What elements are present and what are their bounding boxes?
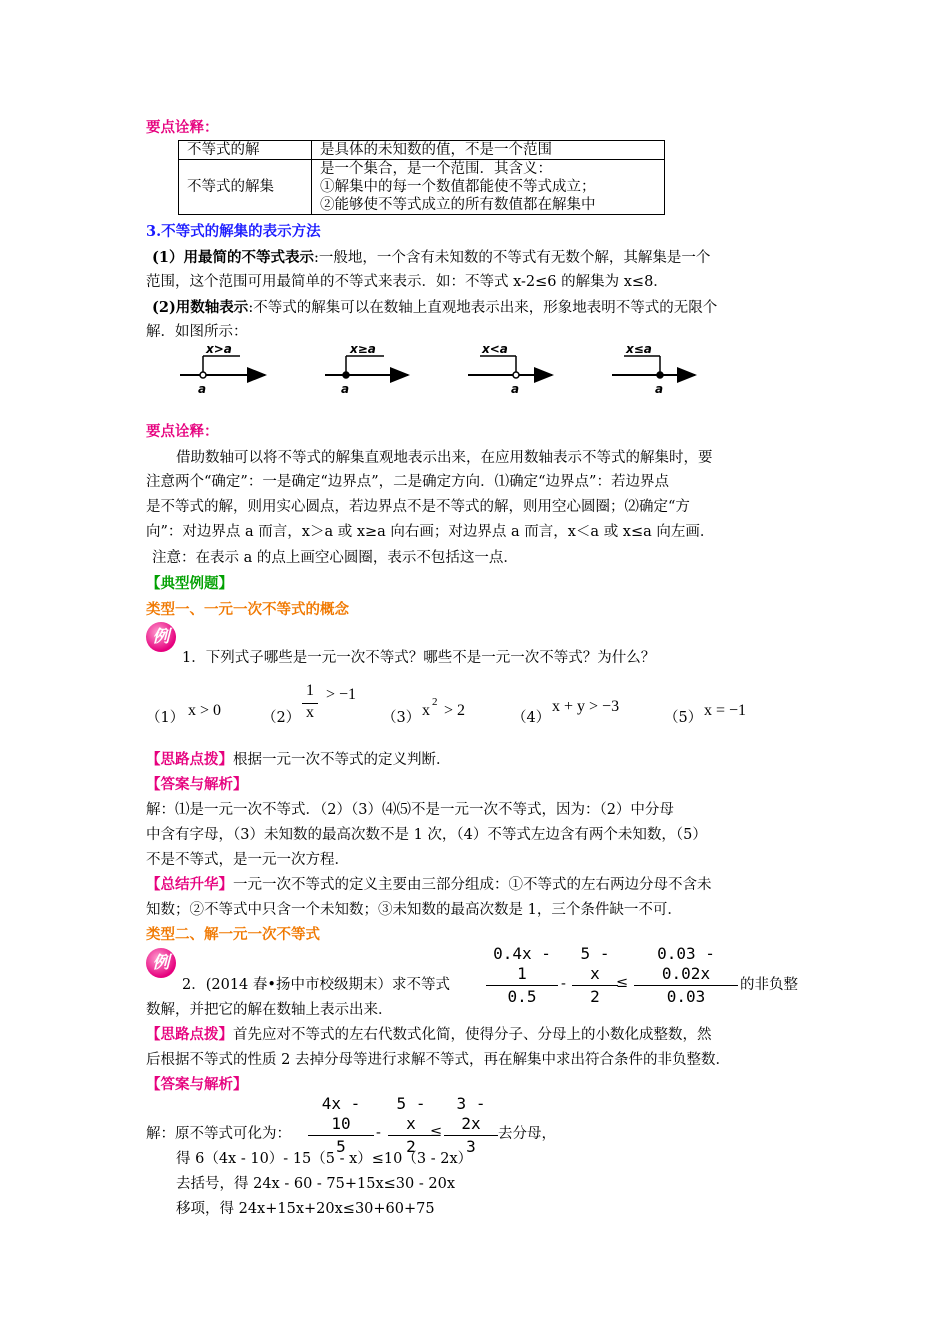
expression-number: （2） xyxy=(262,710,301,726)
paragraph-line: 是不等式的解，则用实心圆点，若边界点不是不等式的解，则用空心圆圈；⑵确定“方 xyxy=(146,499,690,515)
fraction-denominator: x xyxy=(306,704,314,721)
fraction-numerator: 5 - x xyxy=(580,944,610,983)
expression-exponent: 2 xyxy=(432,696,438,708)
fraction-denominator: 5 xyxy=(336,1137,346,1156)
fraction xyxy=(388,1094,434,1157)
fraction-numerator: 0.03 - 0.02x xyxy=(657,944,715,983)
answer-line: 解：⑴是一元一次不等式．（2）（3）⑷⑸不是一元一次不等式，因为：（2）中分母 xyxy=(146,802,674,818)
expression-base: x xyxy=(422,702,430,719)
hint-label: 【思路点拨】 xyxy=(146,1026,233,1043)
fraction-denominator: 2 xyxy=(590,987,600,1006)
number-line-1 xyxy=(180,342,265,396)
fraction xyxy=(308,1094,374,1157)
hint-text: 首先应对不等式的左右代数式化简，使得分子、分母上的小数化成整数，然 xyxy=(233,1027,712,1043)
paragraph-line: 范围，这个范围可用最简单的不等式来表示．如：不等式 x-2≤6 的解集为 x≤8． xyxy=(146,274,668,290)
hint-text: 根据一元一次不等式的定义判断． xyxy=(233,752,451,768)
expression-number: （1） xyxy=(146,710,185,726)
number-line-point: a xyxy=(341,382,350,396)
section-heading: 3.不等式的解集的表示方法 xyxy=(146,223,321,240)
fraction-denominator: 0.5 xyxy=(507,987,537,1006)
paragraph-line: 向”：对边界点 a 而言，x＞a 或 x≥a 向右画；对边界点 a 而言，x＜a 或 x≤a 向左画． xyxy=(146,524,715,540)
fraction-bar xyxy=(634,985,738,986)
paragraph-label: (2)用数轴表示 xyxy=(152,299,249,316)
fraction-numerator: 0.4x - 1 xyxy=(493,944,551,983)
fraction-numerator: 1 xyxy=(306,682,314,699)
fraction-denominator: 2 xyxy=(406,1137,416,1156)
paragraph-line: 解．如图所示： xyxy=(146,324,248,340)
question-text: 数解，并把它的解在数轴上表示出来． xyxy=(146,1002,393,1018)
table-row xyxy=(179,141,665,160)
table-desc-line: 是一个集合，是一个范围．其含义： xyxy=(320,161,552,177)
number-line-label: x<a xyxy=(482,342,508,356)
paragraph-line: 注意：在表示 a 的点上画空心圆圈，表示不包括这一点． xyxy=(152,550,518,566)
expression-number: （5） xyxy=(664,710,703,726)
fraction-bar xyxy=(388,1135,434,1136)
example-badge-icon: 例 xyxy=(146,948,176,978)
paragraph-line: 借助数轴可以将不等式的解集直观地表示出来，在应用数轴表示不等式的解集时，要 xyxy=(176,450,713,466)
fraction xyxy=(572,944,618,1007)
fraction-denominator: 0.03 xyxy=(666,987,706,1006)
number-line-diagrams xyxy=(170,338,710,398)
number-line-label: x>a xyxy=(206,342,232,356)
fraction-denominator: 3 xyxy=(466,1137,476,1156)
expression: > 2 xyxy=(444,702,466,719)
number-line-point: a xyxy=(198,382,207,396)
example-badge-icon: 例 xyxy=(146,622,176,652)
leq-sign: ≤ xyxy=(430,1124,443,1140)
summary-line xyxy=(146,875,712,895)
number-line-4 xyxy=(612,342,695,396)
number-line-label: x≥a xyxy=(350,342,376,356)
table-desc-line: ①解集中的每一个数值都能使不等式成立； xyxy=(320,179,596,195)
fraction xyxy=(444,1094,498,1157)
solution-text: 去分母， xyxy=(498,1126,556,1142)
question-text: 2．(2014 春•扬中市校级期末）求不等式 xyxy=(182,977,450,993)
minus-sign: - xyxy=(561,976,566,992)
leq-sign: ≤ xyxy=(616,975,629,991)
table-cell-desc: 是具体的未知数的值，不是一个范围 xyxy=(312,141,665,160)
answer-label: 【答案与解析】 xyxy=(146,776,248,793)
fraction-numerator: 4x - 10 xyxy=(321,1094,361,1133)
table-cell-term: 不等式的解集 xyxy=(179,160,312,215)
hint-line: 后根据不等式的性质 2 去掉分母等进行求解不等式，再在解集中求出符合条件的非负整数． xyxy=(146,1052,730,1068)
hint-label: 【思路点拨】 xyxy=(146,751,233,768)
number-line-2 xyxy=(325,342,408,396)
fraction-bar xyxy=(308,1135,374,1136)
solution-text: 解：原不等式可化为： xyxy=(146,1126,291,1142)
fraction xyxy=(486,944,558,1007)
solution-step: 移项，得 24x+15x+20x≤30+60+75 xyxy=(176,1201,435,1217)
fraction-numerator: 5 - x xyxy=(396,1094,426,1133)
summary-line: 知数；②不等式中只含一个未知数；③未知数的最高次数是 1，三个条件缺一不可． xyxy=(146,902,682,918)
expression: x > 0 xyxy=(188,702,222,719)
fraction-bar xyxy=(572,985,618,986)
solution-step: 得 6（4x - 10）- 15（5 - x）≤10（3 - 2x） xyxy=(176,1151,473,1167)
table-cell-term: 不等式的解 xyxy=(179,141,312,160)
table-cell-desc xyxy=(312,160,665,215)
fraction-bar xyxy=(444,1135,498,1136)
answer-label: 【答案与解析】 xyxy=(146,1076,248,1093)
definition-table xyxy=(178,140,665,215)
type-heading: 类型二、解一元一次不等式 xyxy=(146,926,320,943)
paragraph-label: (1）用最简的不等式表示 xyxy=(152,249,314,266)
number-line-point: a xyxy=(511,382,520,396)
number-line-3 xyxy=(468,342,552,396)
expression-number: （4） xyxy=(512,710,551,726)
paragraph-line xyxy=(152,298,717,318)
examples-heading: 【典型例题】 xyxy=(146,575,233,592)
type-heading: 类型一、一元一次不等式的概念 xyxy=(146,601,349,618)
expression: > −1 xyxy=(326,686,357,703)
answer-line: 不是不等式，是一元一次方程． xyxy=(146,852,349,868)
number-line-point: a xyxy=(655,382,664,396)
fraction xyxy=(634,944,738,1007)
solution-step: 去括号，得 24x - 60 - 75+15x≤30 - 20x xyxy=(176,1176,455,1192)
paragraph-text: :一般地，一个含有未知数的不等式有无数个解，其解集是一个 xyxy=(313,250,711,266)
question-text: 的非负整 xyxy=(740,977,798,993)
note-heading: 要点诠释： xyxy=(146,423,219,440)
question-text: 1．下列式子哪些是一元一次不等式？哪些不是一元一次不等式？为什么？ xyxy=(182,650,656,666)
summary-text: 一元一次不等式的定义主要由三部分组成：①不等式的左右两边分母不含未 xyxy=(233,877,712,893)
paragraph-line xyxy=(152,248,710,268)
fraction-numerator: 3 - 2x xyxy=(456,1094,486,1133)
number-line-label: x≤a xyxy=(626,342,652,356)
paragraph-text: :不等式的解集可以在数轴上直观地表示出来，形象地表明不等式的无限个 xyxy=(248,300,718,316)
expression-list xyxy=(146,682,806,726)
paragraph-line: 注意两个“确定”：一是确定“边界点”，二是确定方向．⑴确定“边界点”：若边界点 xyxy=(146,474,669,490)
answer-line: 中含有字母，（3）未知数的最高次数不是 1 次，（4）不等式左边含有两个未知数，（5） xyxy=(146,827,707,843)
note-heading: 要点诠释： xyxy=(146,119,219,136)
minus-sign: - xyxy=(376,1125,381,1141)
expression-number: （3） xyxy=(382,710,421,726)
table-desc-line: ②能够使不等式成立的所有数值都在解集中 xyxy=(320,197,596,213)
expression: x + y > −3 xyxy=(552,698,620,715)
expression: x = −1 xyxy=(704,702,747,719)
summary-label: 【总结升华】 xyxy=(146,876,233,893)
hint-line xyxy=(146,1025,712,1045)
table-row xyxy=(179,160,665,215)
hint-line xyxy=(146,750,451,770)
fraction-bar xyxy=(486,985,558,986)
